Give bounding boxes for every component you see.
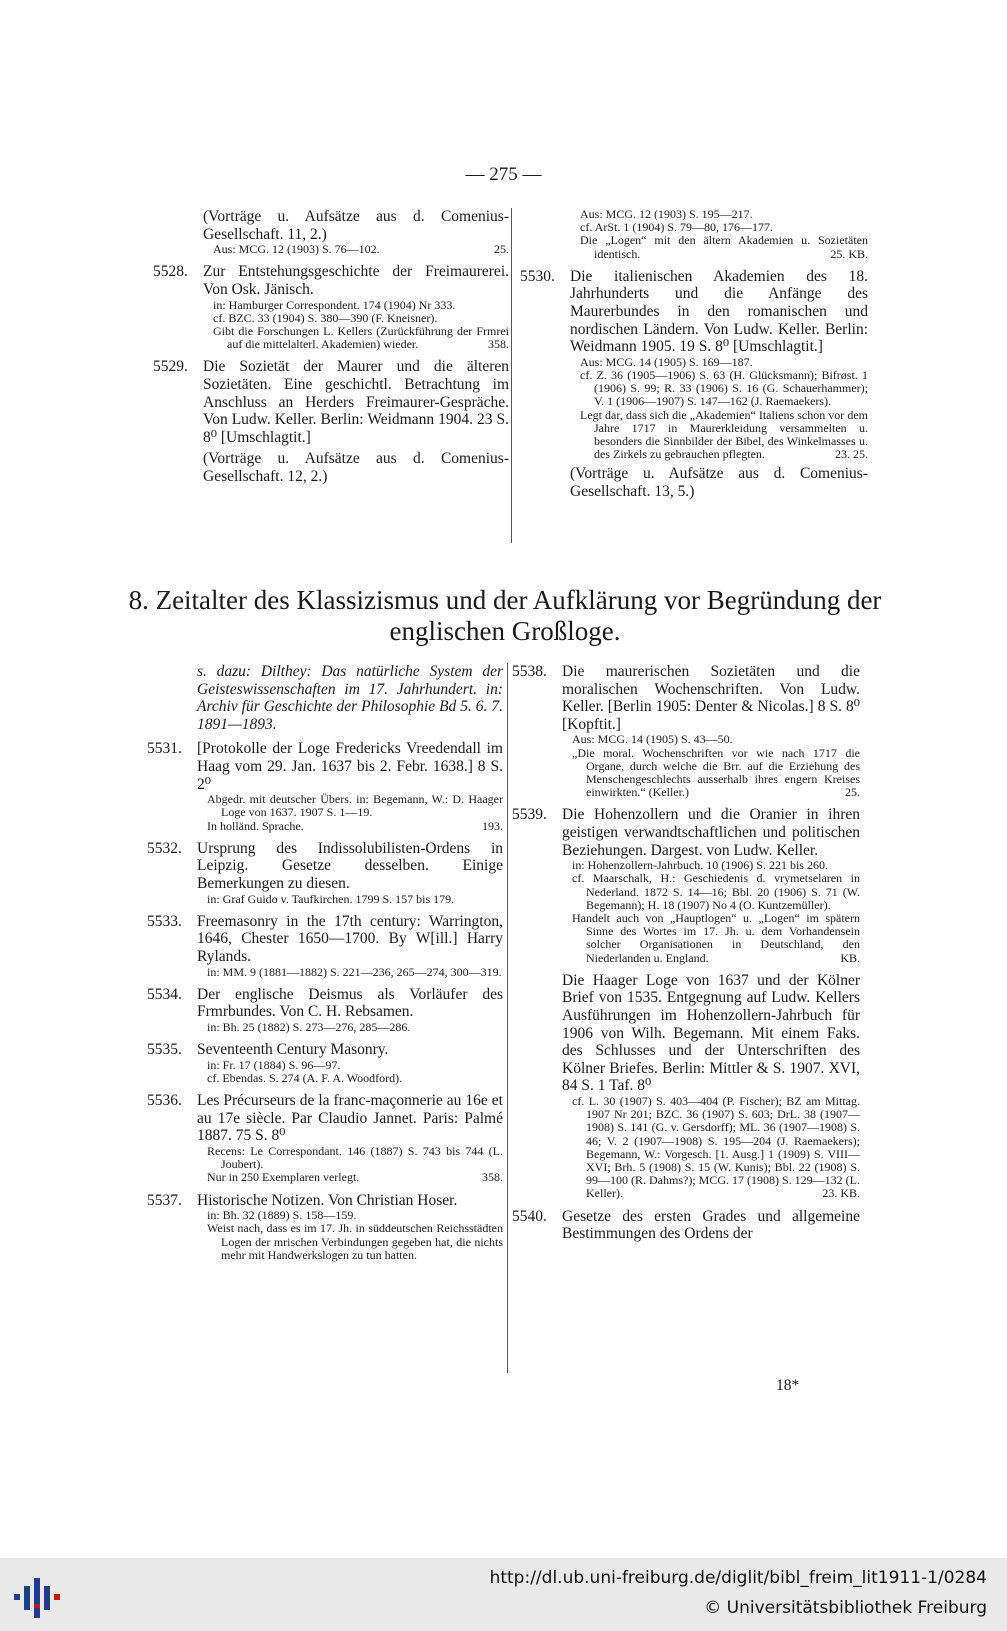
signature-mark: 18* — [776, 1377, 800, 1394]
entry-title: Gesetze des ersten Grades und allgemeine Bestimmungen des Ordens der — [562, 1207, 860, 1243]
entry-note: in: Graf Guido v. Taufkirchen. 1799 S. 157 bis 179. — [207, 891, 455, 906]
source-url-link[interactable]: http://dl.ub.uni-freiburg.de/diglit/bibl_freim_lit1911-1/0284 — [489, 1568, 987, 1588]
entry-note: cf. L. 30 (1907) S. 403—404 (P. Fischer); BZ am Mittag. 1907 Nr 201; BZC. 36 (1907) S. 603; DrL. 38 (1907—1908) S. 141 (G. v. Gersdorff); ML. 36 (1907—1908) S. 46; V. 2 (1907—1908) S. 195—204 (J. Raemaekers); Begemann, W.: Vorgesch. [1. Ausg.] 1 (1909) S. VIII—XVI; Brh. 5 (1908) S. 15 (W. Kunis); Bbl. 22 (1908) S. 99—100 (R. Dahms?); MCG. 17 (1908) S. 129—132 (L. Keller). 23. KB. — [572, 1093, 860, 1201]
entry-title: Seventeenth Century Masonry. — [197, 1041, 389, 1059]
entry-note: Gibt die Forschungen L. Kellers (Zurückführung der Frmrei auf die mittelalterl. Akademien) wieder. 358. — [213, 323, 509, 352]
entry-note: in: Hamburger Correspondent. 174 (1904) Nr 333. — [213, 297, 456, 312]
entry-title: Die Sozietät der Maurer und die älteren Sozietäten. Eine geschichtl. Betrachtung im Anschluss an Herders Freimaurer-Gespräche. Von Ludw. Keller. Berlin: Weidmann 1904. 23 S. 8⁰ [Umschlagtit.] — [203, 358, 509, 446]
bibliography-entry — [147, 912, 503, 979]
entry-reference: 358. — [488, 337, 509, 352]
footer-bar — [0, 1558, 1007, 1631]
bibliography-entry — [512, 663, 860, 800]
entry-reference: 193. — [482, 818, 503, 833]
page-number: — 275 — — [465, 164, 542, 185]
bibliography-entry — [562, 972, 860, 1201]
bibliography-entry — [147, 740, 503, 833]
entry-note: Aus: MCG. 12 (1903) S. 195—217. — [580, 207, 753, 221]
entry-title: Der englische Deismus als Vorläufer des Frmrbundes. Von C. H. Rebsamen. — [197, 985, 503, 1021]
entry-number: 5531. — [147, 740, 182, 758]
entry-number: 5537. — [147, 1191, 182, 1209]
entry-number: 5535. — [147, 1041, 182, 1059]
entry-number: 5530. — [520, 267, 555, 285]
bibliography-entry — [147, 1092, 503, 1185]
entry-number: 5533. — [147, 912, 182, 930]
entry-note: Die „Logen“ mit den ältern Akademien u. Sozietäten identisch. 25. KB. — [580, 233, 868, 261]
entry-note: in: Bh. 25 (1882) S. 273—276, 285—286. — [207, 1019, 411, 1034]
entry-note: Recens: Le Correspondant. 146 (1887) S. 743 bis 744 (L. Joubert). — [207, 1143, 503, 1172]
entry-reference: 25. — [494, 242, 509, 257]
entry-reference: KB. — [840, 950, 860, 965]
entry-number: 5536. — [147, 1092, 182, 1110]
entry-note: „Die moral. Wochenschriften vor wie nach 1717 die Organe, durch welche die Brr. auf die Erziehung des Menschengeschlechts ausserhalb ihres engern Kreises einwirkten.“ (Keller.) 25. — [572, 745, 860, 800]
library-logo-icon — [10, 1572, 70, 1620]
entry-title: Die italienischen Akademien des 18. Jahrhunderts und die Anfänge des Maurerbundes in den romanischen und nordischen Ländern. Von Ludw. Keller. Berlin: Weidmann 1905. 19 S. 8⁰ [Umschlagtit.] — [570, 267, 868, 356]
entry-note: Aus: MCG. 14 (1905) S. 43—50. — [572, 732, 733, 747]
entry-note: Aus: MCG. 14 (1905) S. 169—187. — [580, 354, 753, 369]
entry-title: Die Haager Loge von 1637 und der Kölner Brief von 1535. Entgegnung auf Ludw. Kellers Ausführungen im Hohenzollern-Jahrbuch für 1906 von Wilh. Begemann. Mit einem Faks. des Schlusses und der Unterschriften des Kölner Briefes. Berlin: Mittler & S. 1907. XVI, 84 S. 1 Taf. 8⁰ — [562, 971, 860, 1095]
bibliography-entry — [520, 267, 868, 501]
bibliography-entry — [153, 263, 509, 352]
entry-title: Les Précurseurs de la franc-maçonnerie au 16e et au 17e siècle. Par Claudio Jannet. Paris: Palmé 1887. 75 S. 8⁰ — [197, 1092, 503, 1145]
copyright-text: © Universitätsbibliothek Freiburg — [704, 1598, 987, 1618]
column-divider — [511, 208, 512, 543]
entry-note: Abgedr. mit deutscher Übers. in: Begemann, W.: D. Haager Loge von 1637. 1907 S. 1—19. — [207, 792, 503, 820]
entry-reference: 25. KB. — [830, 246, 868, 261]
entry-note: Handelt auch von „Hauptlogen“ u. „Logen“ im spätern Sinne des Wortes im 17. Jh. u. dem Vorhandensein solcher Organisationen in Deutschland, den Niederlanden u. England. KB. — [572, 910, 860, 965]
entry-note: cf. Z. 36 (1905—1906) S. 63 (H. Glücksmann); Bifrøst. 1 (1906) S. 99; R. 33 (1906) S. 16 (G. Schauerhammer); V. 1 (1906—1907) S. 147—162 (J. Raemaekers). — [580, 367, 868, 409]
entry-title: [Protokolle der Loge Fredericks Vreedendall im Haag vom 29. Jan. 1637 bis 2. Febr. 1638.] 8 S. 2⁰ — [197, 740, 503, 793]
entry-number: 5534. — [147, 985, 182, 1003]
entry-note: cf. ArSt. 1 (1904) S. 79—80, 176—177. — [580, 220, 773, 235]
bibliography-entry — [147, 1041, 503, 1085]
entry-title: Ursprung des Indissolubilisten-Ordens in Leipzig. Gesetze desselben. Einige Bemerkungen zu diesen. — [197, 839, 503, 892]
top-right-column — [520, 207, 868, 508]
entry-note: in: Bh. 32 (1889) S. 158—159. — [207, 1208, 357, 1223]
entry-series: (Vorträge u. Aufsätze aus d. Comenius-Gesellschaft. 13, 5.) — [570, 465, 868, 500]
entry-number: 5539. — [512, 806, 547, 824]
bibliography-entry — [147, 839, 503, 906]
entry-reference: 23. 25. — [835, 447, 868, 462]
entry-note: Weist nach, dass es im 17. Jh. in süddeutschen Reichsstädten Logen der mrischen Verbindungen gegeben hat, die nichts mehr mit Handwerkslogen zu tun hatten. — [207, 1221, 503, 1262]
entry-note: cf. Maarschalk, H.: Geschiedenis d. vrymetselaren in Nederland. 1872 S. 14—16; Bbl. 20 (1906) S. 71 (W. Begemann); H. 18 (1907) No 4 (O. Kuntzemüller). — [572, 871, 860, 912]
entry-title: (Vorträge u. Aufsätze aus d. Comenius-Gesellschaft. 11, 2.) — [203, 208, 509, 243]
entry-reference: 25. — [845, 785, 860, 800]
bibliography-entry — [512, 1207, 860, 1243]
entry-number: 5529. — [153, 358, 188, 376]
bibliography-entry — [197, 663, 503, 733]
bottom-left-column — [147, 663, 503, 1269]
entry-note: in: Hohenzollern-Jahrbuch. 10 (1906) S. 221 bis 260. — [572, 858, 828, 873]
entry-title: s. dazu: Dilthey: Das natürliche System der Geisteswissenschaften im 17. Jahrhundert. in: Archiv für Geschichte der Philosophie Bd 5. 6. 7. 1891—1893. — [197, 663, 503, 733]
entry-number: 5540. — [512, 1207, 547, 1225]
entry-reference: 23. KB. — [822, 1186, 860, 1201]
entry-reference: 358. — [482, 1170, 503, 1185]
entry-series: (Vorträge u. Aufsätze aus d. Comenius-Gesellschaft. 12, 2.) — [203, 450, 509, 485]
entry-title: Zur Entstehungsgeschichte der Freimaurerei. Von Osk. Jänisch. — [203, 263, 509, 298]
section-heading: 8. Zeitalter des Klassizismus und der Aufklärung vor Begründung der englischen Großloge. — [128, 585, 882, 646]
bibliography-entry — [512, 806, 860, 965]
entry-number: 5532. — [147, 839, 182, 857]
bibliography-entry — [147, 985, 503, 1034]
top-left-column — [153, 208, 509, 493]
entry-number: 5538. — [512, 663, 547, 680]
entry-note: In holländ. Sprache. 193. — [207, 818, 503, 833]
entry-note: cf. Ebendas. S. 274 (A. F. A. Woodford). — [207, 1070, 403, 1085]
column-divider — [507, 663, 508, 1373]
bibliography-entry — [147, 1191, 503, 1262]
entry-number: 5528. — [153, 263, 188, 281]
entry-title: Freemasonry in the 17th century: Warrington, 1646, Chester 1650—1700. By W[ill.] Harry Rylands. — [197, 912, 503, 965]
bibliography-entry — [153, 358, 509, 485]
bibliography-entry — [570, 208, 868, 261]
entry-title: Die Hohenzollern und die Oranier in ihren geistigen verwandtschaftlichen und politischen Beziehungen. Dargest. von Ludw. Keller. — [562, 806, 860, 859]
entry-note: in: Fr. 17 (1884) S. 96—97. — [207, 1057, 341, 1072]
entry-title: Die maurerischen Sozietäten und die moralischen Wochenschriften. Von Ludw. Keller. [Berlin 1905: Denter & Nicolas.] 8 S. 8⁰ [Kopftit.] — [562, 663, 860, 733]
entry-note: in: MM. 9 (1881—1882) S. 221—236, 265—274, 300—319. — [207, 964, 502, 979]
bibliography-entry — [203, 208, 509, 256]
bottom-right-column — [512, 663, 860, 1250]
entry-note: Aus: MCG. 12 (1903) S. 76—102. 25. — [213, 242, 509, 257]
entry-note: cf. BZC. 33 (1904) S. 380—390 (F. Kneisner). — [213, 310, 438, 325]
entry-title: Historische Notizen. Von Christian Hoser. — [197, 1191, 458, 1209]
entry-note: Nur in 250 Exemplaren verlegt. 358. — [207, 1170, 503, 1185]
entry-note: Legt dar, dass sich die „Akademien“ Italiens schon vor dem Jahre 1717 in Maurerkleidung versammelten u. besonders die Sinnbilder der Bibel, des Winkelmasses u. des Zirkels zu gebrauchen pflegten. 23. 25. — [580, 407, 868, 462]
